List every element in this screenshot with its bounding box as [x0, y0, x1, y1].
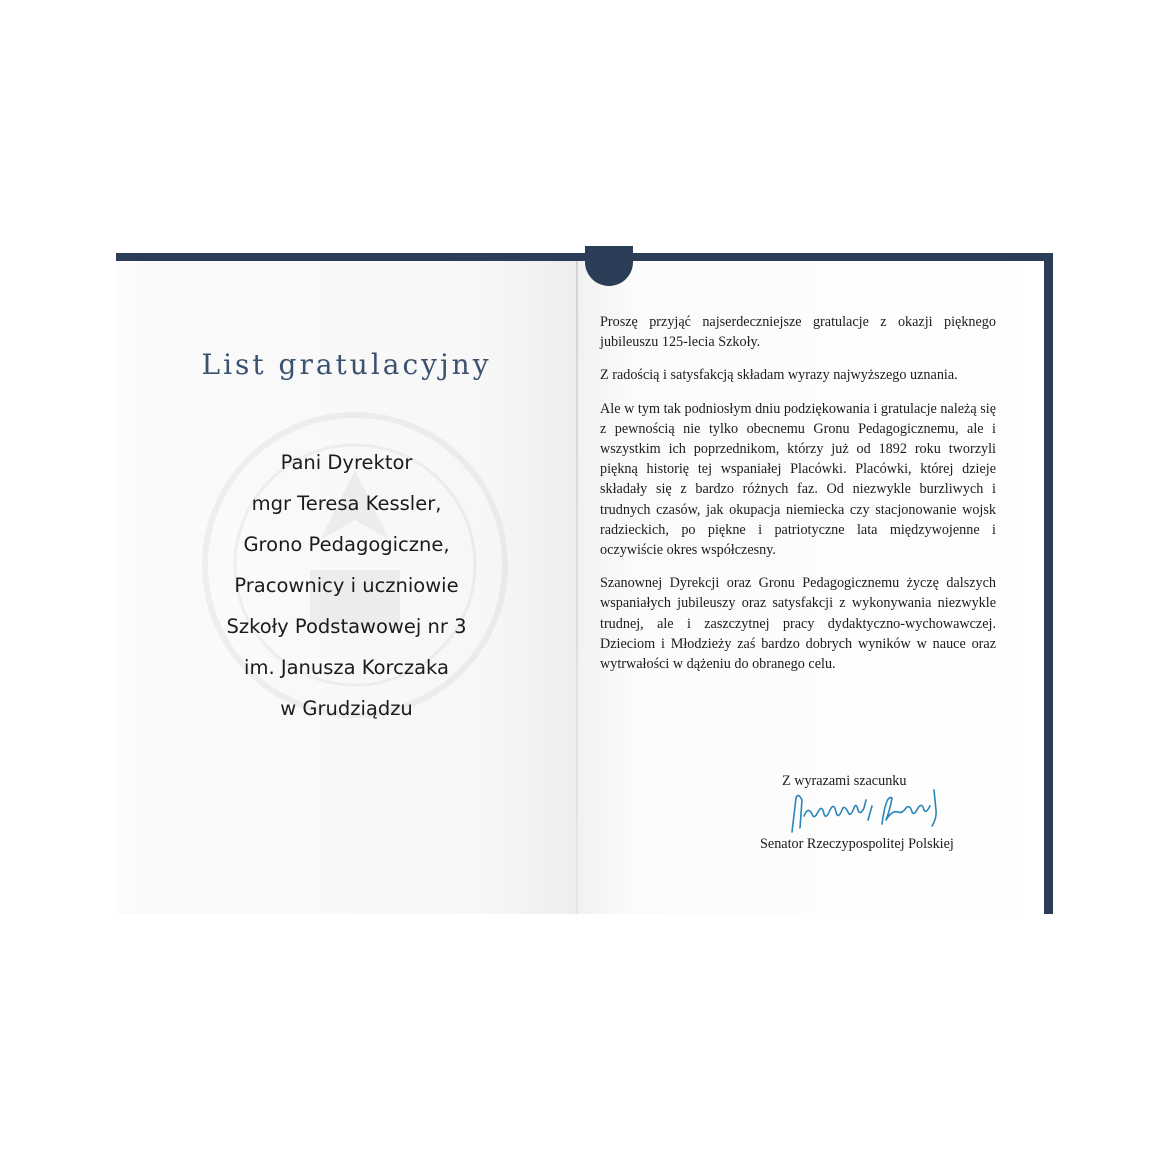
addressee-line: mgr Teresa Kessler, [251, 492, 442, 515]
body-paragraph: Szanownej Dyrekcji oraz Gronu Pedagogicznemu życzę dalszych wspaniałych jubileuszy oraz satysfakcji z wykonywania niezwykle trudnej, ale i zaszczytnej pracy dydaktyczno-wychowawczej. Dzieciom i Młodzieży zaś bardzo dobrych wyników w nauce oraz wytrwałości w dążeniu do obranego celu. [600, 575, 996, 673]
letter-title: List gratulacyjny [201, 348, 492, 381]
addressee-line: Pracownicy i uczniowie [234, 574, 459, 597]
signatory-title: Senator Rzeczypospolitej Polskiej [760, 836, 954, 852]
handwritten-signature-icon [786, 780, 946, 840]
addressee-line: Szkoły Podstawowej nr 3 [226, 615, 467, 638]
addressee-line: Pani Dyrektor [280, 451, 413, 474]
body-paragraph: Z radością i satysfakcją składam wyrazy najwyższego uznania. [600, 367, 958, 384]
addressee-line: w Grudziądzu [280, 697, 413, 720]
body-paragraph: Ale w tym tak podniosłym dniu podziękowania i gratulacje należą się z pewnością nie tylko obecnemu Gronu Pedagogicznemu, ale i wszystkim ich poprzednikom, którzy już od 1892 roku tworzyli piękną historię tej wspaniałej Placówki. Placówki, której dzieje składały się z bardzo różnych faz. Od niezwykle burzliwych i trudnych czasów, jak okupacja niemiecka czy stacjonowanie wojsk radzieckich, po piękne i patriotyczne lata międzywojenne i oczywiście okres współczesny. [600, 400, 996, 559]
body-paragraph: Proszę przyjąć najserdeczniejsze gratulacje z okazji pięknego jubileuszu 125-lecia Szkoły. [600, 314, 996, 351]
addressee-line: Grono Pedagogiczne, [243, 533, 450, 556]
letter-body [600, 312, 996, 687]
closing-salutation: Z wyrazami szacunku [782, 773, 907, 789]
addressee-block [116, 446, 577, 733]
addressee-line: im. Janusza Korczaka [244, 656, 449, 679]
